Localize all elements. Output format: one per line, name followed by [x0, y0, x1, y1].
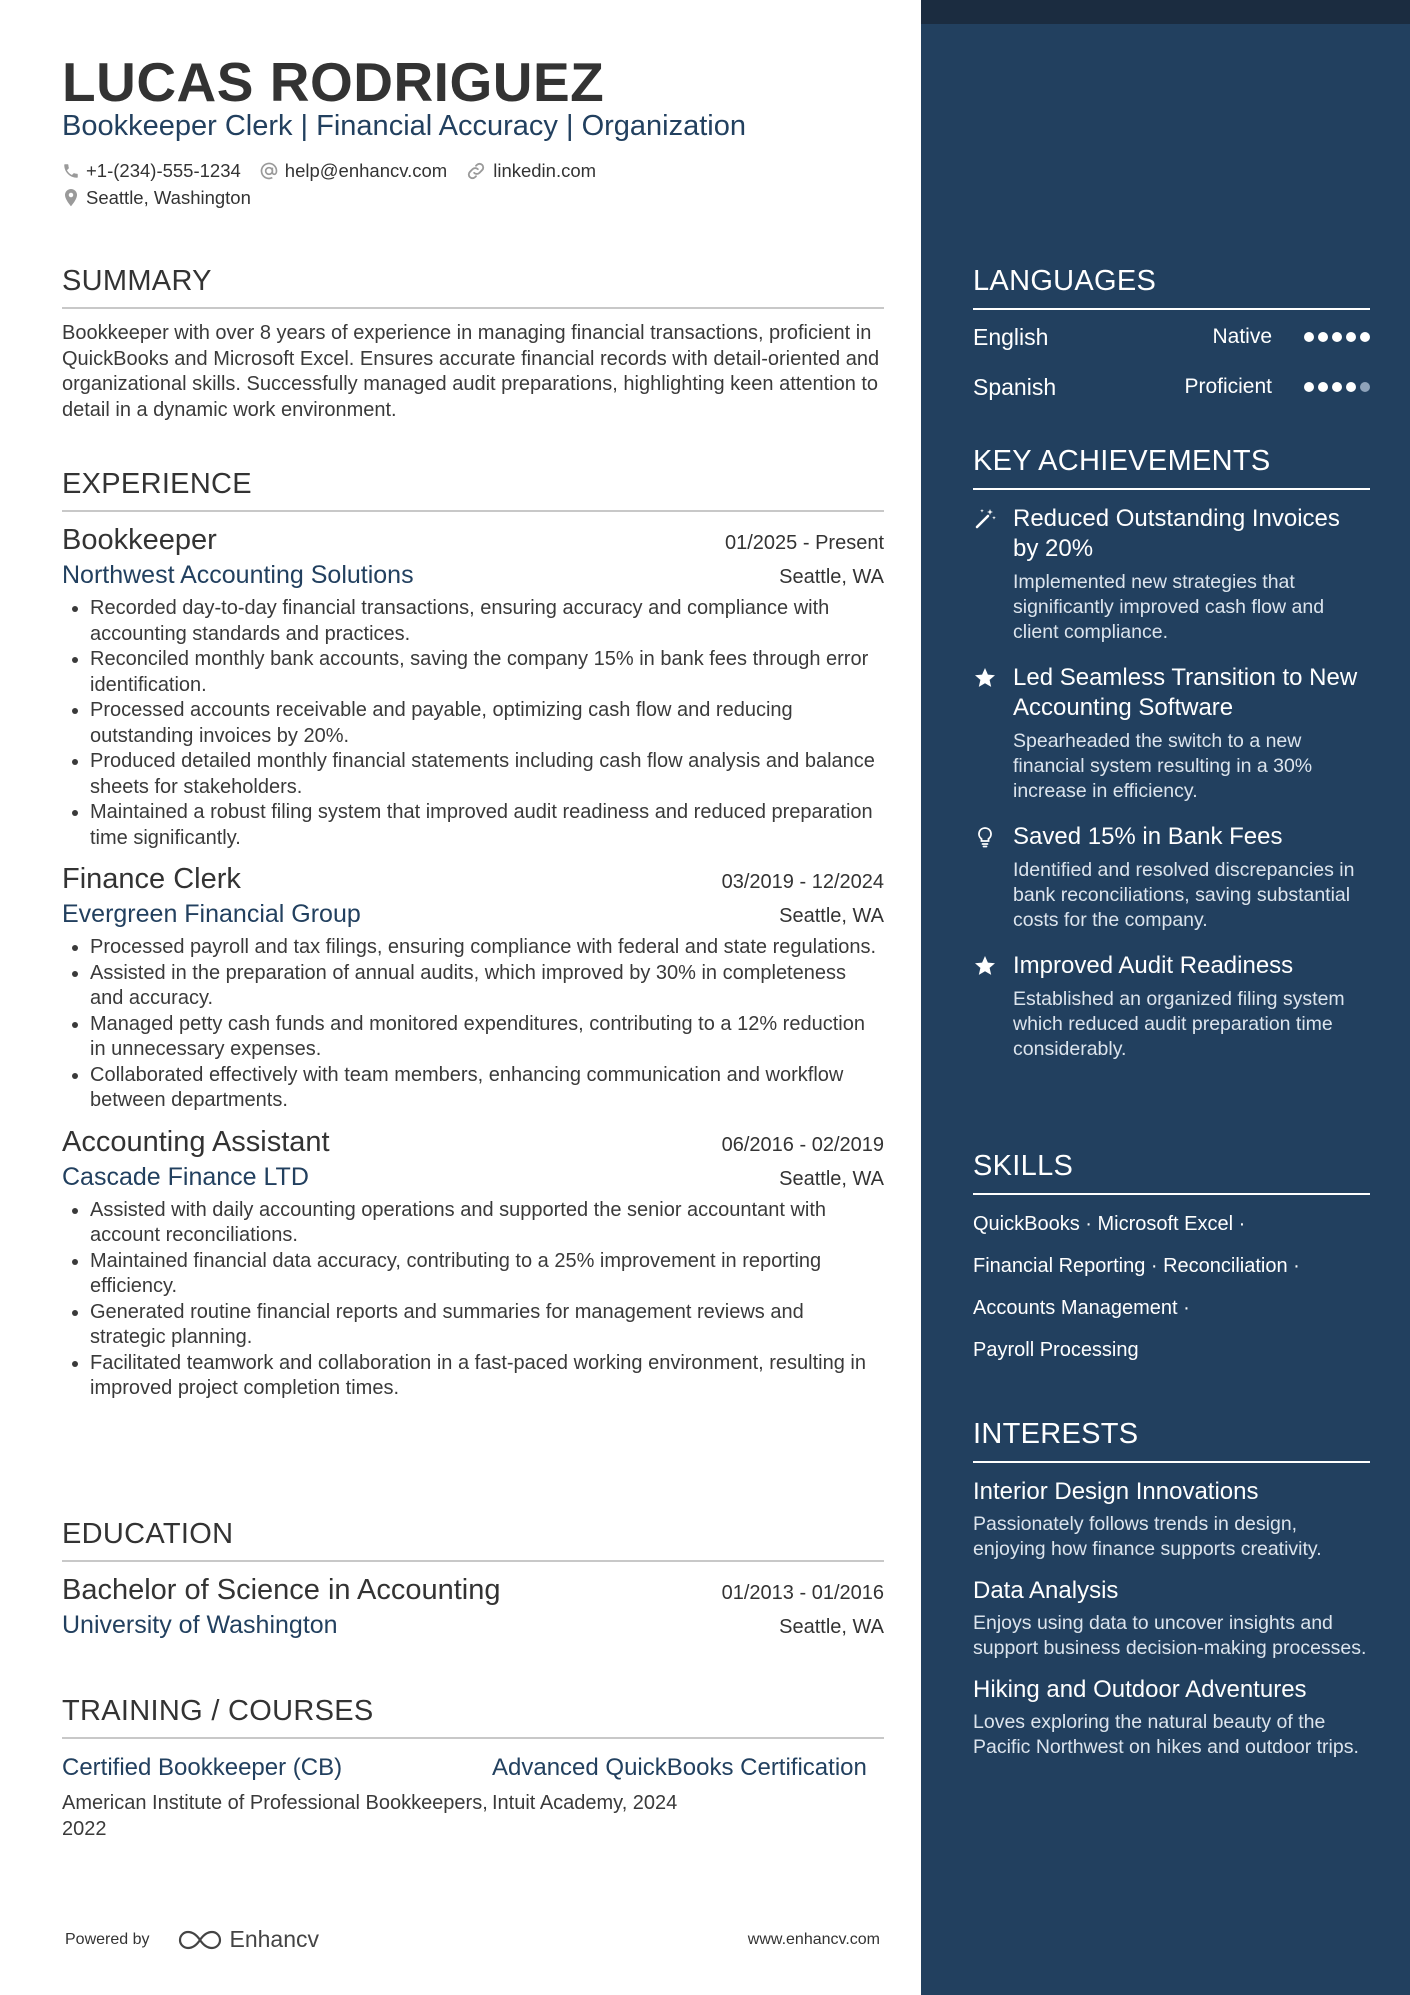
- job-title: Bookkeeper: [62, 524, 217, 556]
- job-bullet: • Generated routine financial reports and summaries for management reviews and strategic planning.: [90, 1300, 884, 1351]
- rating-dot: [1304, 382, 1314, 392]
- at-icon: [259, 161, 279, 181]
- job-bullet: • Processed accounts receivable and payable, optimizing cash flow and reducing outstanding invoices by 20%.: [90, 698, 884, 749]
- experience-heading: EXPERIENCE: [62, 468, 884, 512]
- job-bullet: • Maintained financial data accuracy, contributing to a 25% improvement in reporting efficiency.: [90, 1249, 884, 1300]
- skills-heading: SKILLS: [973, 1150, 1370, 1195]
- job-bullet: • Processed payroll and tax filings, ensuring compliance with federal and state regulations.: [90, 935, 884, 961]
- link-icon: [465, 160, 487, 182]
- job-entry: [62, 524, 884, 851]
- education-date: 01/2013 - 01/2016: [721, 1582, 884, 1604]
- training-desc: Intuit Academy, 2024: [492, 1792, 678, 1814]
- contact-row-2: [62, 187, 269, 209]
- skill-line: QuickBooks · Microsoft Excel ·: [973, 1213, 1246, 1235]
- education-section: [62, 1518, 884, 1640]
- contact-email-text[interactable]: help@enhancv.com: [284, 160, 448, 181]
- location-pin-icon: [62, 188, 80, 208]
- summary-section: [62, 265, 884, 423]
- job-location: Seattle, WA: [779, 1167, 884, 1190]
- skills-section: [973, 1150, 1370, 1371]
- achievement-desc: Established an organized filing system which reduced audit preparation time considerably.: [1013, 988, 1345, 1060]
- contact-linkedin[interactable]: [465, 160, 596, 182]
- job-company: Northwest Accounting Solutions: [62, 561, 414, 589]
- footer-url[interactable]: www.enhancv.com: [747, 1930, 880, 1948]
- rating-dot: [1360, 332, 1370, 342]
- job-entry: [62, 863, 884, 1114]
- experience-section: [62, 468, 884, 1402]
- job-bullet: • Recorded day-to-day financial transactions, ensuring accuracy and compliance with accounting standards and practices.: [90, 596, 884, 647]
- achievement-item: [973, 663, 1370, 804]
- interest-desc: Loves exploring the natural beauty of the Pacific Northwest on hikes and outdoor trips.: [973, 1711, 1359, 1758]
- achievement-title: Reduced Outstanding Invoices by 20%: [1013, 505, 1340, 562]
- footer: [65, 1926, 880, 1953]
- rating-dot: [1360, 382, 1370, 392]
- contact-location: [62, 187, 251, 209]
- language-level: Proficient: [1184, 375, 1272, 398]
- achievement-item: [973, 951, 1370, 1062]
- training-list: [62, 1753, 884, 1842]
- star-icon: [973, 951, 1013, 1062]
- contact-linkedin-text[interactable]: linkedin.com: [493, 160, 597, 181]
- job-bullet: • Managed petty cash funds and monitored expenditures, contributing to a 12% reduction in unnecessary expenses.: [90, 1012, 884, 1063]
- summary-heading: SUMMARY: [62, 265, 884, 309]
- achievement-title: Saved 15% in Bank Fees: [1013, 823, 1283, 850]
- training-section: [62, 1695, 884, 1842]
- job-bullets: [90, 1198, 884, 1402]
- language-row: [973, 312, 1370, 362]
- language-rating: [1304, 382, 1370, 392]
- interest-title: Data Analysis: [973, 1577, 1119, 1604]
- job-company: Evergreen Financial Group: [62, 900, 361, 928]
- achievement-title: Improved Audit Readiness: [1013, 952, 1294, 979]
- rating-dot: [1346, 332, 1356, 342]
- rating-dot: [1304, 332, 1314, 342]
- achievements-section: [973, 445, 1370, 1062]
- training-title: Certified Bookkeeper (CB): [62, 1754, 343, 1781]
- summary-text: Bookkeeper with over 8 years of experience in managing financial transactions, proficient in QuickBooks and Microsoft Excel. Ensures accurate financial records with detail-oriented and organizational skills. Successfully managed audit preparations, highlighting keen attention to detail in a dynamic work environment.: [62, 322, 880, 421]
- rating-dot: [1332, 332, 1342, 342]
- languages-section: [973, 265, 1370, 412]
- language-name: English: [973, 323, 1049, 350]
- rating-dot: [1346, 382, 1356, 392]
- skill-line: Accounts Management ·: [973, 1297, 1190, 1319]
- rating-dot: [1332, 382, 1342, 392]
- contact-email[interactable]: [259, 160, 447, 182]
- infinity-logo-icon: [176, 1928, 224, 1952]
- job-bullet: • Collaborated effectively with team members, enhancing communication and workflow between departments.: [90, 1063, 884, 1114]
- training-title: Advanced QuickBooks Certification: [492, 1754, 867, 1781]
- achievement-item: [973, 504, 1370, 645]
- job-bullets: [90, 935, 884, 1114]
- training-item: [62, 1753, 492, 1842]
- language-row: [973, 362, 1370, 412]
- achievement-title: Led Seamless Transition to New Accounting Software: [1013, 664, 1358, 721]
- achievement-desc: Identified and resolved discrepancies in bank reconciliations, saving substantial costs for the company.: [1013, 859, 1355, 931]
- footer-brand: Enhancv: [229, 1926, 320, 1952]
- contact-location-text: Seattle, Washington: [86, 187, 251, 208]
- job-bullet: • Assisted with daily accounting operations and supported the senior accountant with account reconciliations.: [90, 1198, 884, 1249]
- interests-heading: INTERESTS: [973, 1418, 1370, 1463]
- lightbulb-icon: [973, 822, 1013, 933]
- phone-icon: [62, 162, 80, 180]
- job-date: 03/2019 - 12/2024: [721, 871, 884, 893]
- education-school: University of Washington: [62, 1611, 338, 1639]
- interest-desc: Passionately follows trends in design, enjoying how finance supports creativity.: [973, 1513, 1322, 1560]
- interests-section: [973, 1418, 1370, 1760]
- job-bullet: • Produced detailed monthly financial statements including cash flow analysis and balance sheets for stakeholders.: [90, 749, 884, 800]
- contact-phone: [62, 160, 241, 182]
- job-bullet: • Maintained a robust filing system that improved audit readiness and reduced preparation time significantly.: [90, 800, 884, 851]
- achievement-desc: Spearheaded the switch to a new financial system resulting in a 30% increase in efficiency.: [1013, 730, 1313, 802]
- achievement-desc: Implemented new strategies that significantly improved cash flow and client compliance.: [1013, 571, 1325, 643]
- skills-list: [973, 1203, 1370, 1371]
- job-title: Accounting Assistant: [62, 1125, 330, 1158]
- magic-wand-icon: [973, 504, 1013, 645]
- achievements-heading: KEY ACHIEVEMENTS: [973, 445, 1370, 490]
- interest-title: Interior Design Innovations: [973, 1478, 1259, 1505]
- training-heading: TRAINING / COURSES: [62, 1695, 884, 1739]
- achievement-item: [973, 822, 1370, 933]
- job-bullet: • Facilitated teamwork and collaboration in a fast-paced working environment, resulting in improved project completion times.: [90, 1351, 884, 1402]
- training-item: [492, 1753, 884, 1842]
- language-name: Spanish: [973, 373, 1057, 400]
- education-entry: [62, 1574, 884, 1640]
- skill-line: Financial Reporting · Reconciliation ·: [973, 1255, 1300, 1277]
- job-bullet: • Assisted in the preparation of annual audits, which improved by 30% in completeness and accuracy.: [90, 961, 884, 1012]
- candidate-tagline: Bookkeeper Clerk | Financial Accuracy | Organization: [62, 110, 746, 142]
- job-date: 06/2016 - 02/2019: [721, 1133, 884, 1156]
- languages-heading: LANGUAGES: [973, 265, 1370, 310]
- job-company: Cascade Finance LTD: [62, 1162, 309, 1191]
- job-bullets: [90, 596, 884, 851]
- rating-dot: [1318, 382, 1328, 392]
- enhancv-logo[interactable]: [176, 1926, 320, 1953]
- education-heading: EDUCATION: [62, 1518, 884, 1562]
- training-desc: American Institute of Professional Bookkeepers, 2022: [62, 1792, 488, 1840]
- language-rating: [1304, 332, 1370, 342]
- sidebar: [921, 0, 1410, 1995]
- interest-item: [973, 1576, 1370, 1661]
- education-location: Seattle, WA: [779, 1616, 884, 1638]
- contact-phone-text: +1-(234)-555-1234: [86, 160, 241, 181]
- job-location: Seattle, WA: [779, 566, 884, 588]
- job-bullet: • Reconciled monthly bank accounts, saving the company 15% in bank fees through error identification.: [90, 647, 884, 698]
- job-location: Seattle, WA: [779, 905, 884, 927]
- rating-dot: [1318, 332, 1328, 342]
- footer-powered-by: Powered by: [65, 1930, 150, 1948]
- interest-title: Hiking and Outdoor Adventures: [973, 1676, 1307, 1703]
- job-date: 01/2025 - Present: [725, 532, 884, 554]
- interest-item: [973, 1675, 1370, 1760]
- sidebar-top-bar: [921, 0, 1410, 24]
- interest-desc: Enjoys using data to uncover insights and support business decision-making processes.: [973, 1612, 1367, 1659]
- interest-item: [973, 1477, 1370, 1562]
- candidate-name: LUCAS RODRIGUEZ: [62, 51, 605, 113]
- language-level: Native: [1212, 325, 1272, 348]
- contact-row: [62, 160, 614, 182]
- skill-line: Payroll Processing: [973, 1339, 1139, 1361]
- job-title: Finance Clerk: [62, 863, 241, 895]
- education-degree: Bachelor of Science in Accounting: [62, 1574, 501, 1606]
- star-icon: [973, 663, 1013, 804]
- job-entry: [62, 1126, 884, 1402]
